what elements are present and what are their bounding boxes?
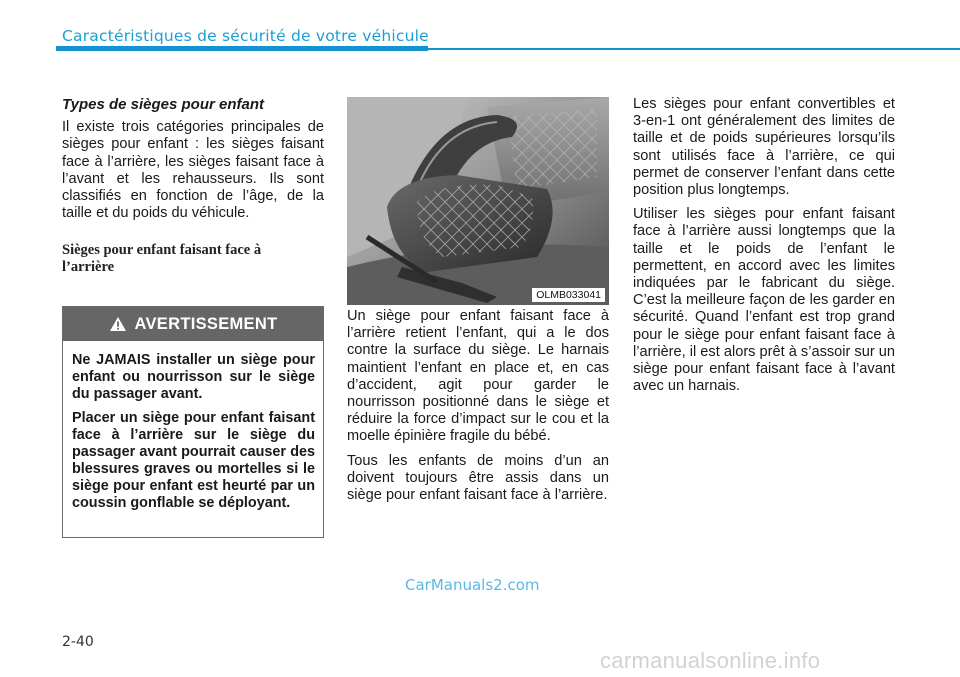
page-header-title: Caractéristiques de sécurité de votre véhicule bbox=[62, 27, 429, 45]
paragraph: Un siège pour enfant faisant face à l’arrière retient l’enfant, qui a le dos contre la surface du siège. Le harnais maintient l’enfant en place et, en cas d’accident, agit pour garder le nourrisson positionné dans le siège et réduire la force d’impact sur le cou et la moelle épinière fragile du bébé. bbox=[347, 308, 609, 445]
watermark-link[interactable]: CarManuals2.com bbox=[405, 576, 540, 594]
warning-body bbox=[63, 341, 323, 512]
warning-header bbox=[63, 307, 323, 341]
subsection-title: Sièges pour enfant faisant face à l’arrière bbox=[62, 242, 262, 276]
warning-triangle-icon bbox=[109, 316, 127, 332]
intro-paragraph: Il existe trois catégories principales de sièges pour enfant : les sièges faisant face à l’arrière, les sièges faisant face à l’avant et les rehausseurs. Ils sont classifiés en fonction de l’âge, de la taille et du poids du véhicule. bbox=[62, 119, 324, 222]
page-number: 2-40 bbox=[62, 634, 94, 650]
child-seat-drawing bbox=[347, 97, 609, 305]
figure-code: OLMB033041 bbox=[532, 288, 605, 302]
left-column bbox=[62, 96, 324, 276]
section-title: Types de sièges pour enfant bbox=[62, 96, 264, 113]
warning-box bbox=[62, 306, 324, 538]
child-seat-illustration bbox=[347, 97, 609, 305]
header-rule-thin bbox=[428, 48, 960, 50]
middle-column bbox=[347, 308, 609, 511]
paragraph: Utiliser les sièges pour enfant faisant face à l’arrière aussi longtemps que la taille et le poids de l’enfant le permettent, en accord avec les limites indiquées par le fabricant du siège. C’est la meilleure façon de les garder en sécurité. Quand l’enfant est trop grand pour le siège pour enfant faisant face à l’arrière, il est alors prêt à s’assoir sur un siège pour enfant faisant face à l’avant avec un harnais. bbox=[633, 206, 895, 395]
paragraph: Les sièges pour enfant convertibles et 3-en-1 ont généralement des limites de taille et de poids supérieures lorsqu’ils sont utilisés face à l’arrière, ce qui permet de conserver l’enfant dans cette position plus longtemps. bbox=[633, 96, 895, 199]
warning-label: AVERTISSEMENT bbox=[134, 314, 278, 333]
warning-paragraph: Ne JAMAIS installer un siège pour enfant ou nourrisson sur le siège du passager avant. bbox=[72, 352, 315, 402]
right-column bbox=[633, 96, 895, 402]
footer-watermark: carmanualsonline.info bbox=[600, 648, 821, 673]
warning-paragraph: Placer un siège pour enfant faisant face à l’arrière sur le siège du passager avant pourrait causer des blessures graves ou mortelles si le siège pour enfant est heurté par un coussin gonflable se déployant. bbox=[72, 410, 315, 511]
paragraph: Tous les enfants de moins d’un an doivent toujours être assis dans un siège pour enfant faisant face à l’arrière. bbox=[347, 452, 609, 504]
header-rule-thick bbox=[56, 46, 428, 51]
